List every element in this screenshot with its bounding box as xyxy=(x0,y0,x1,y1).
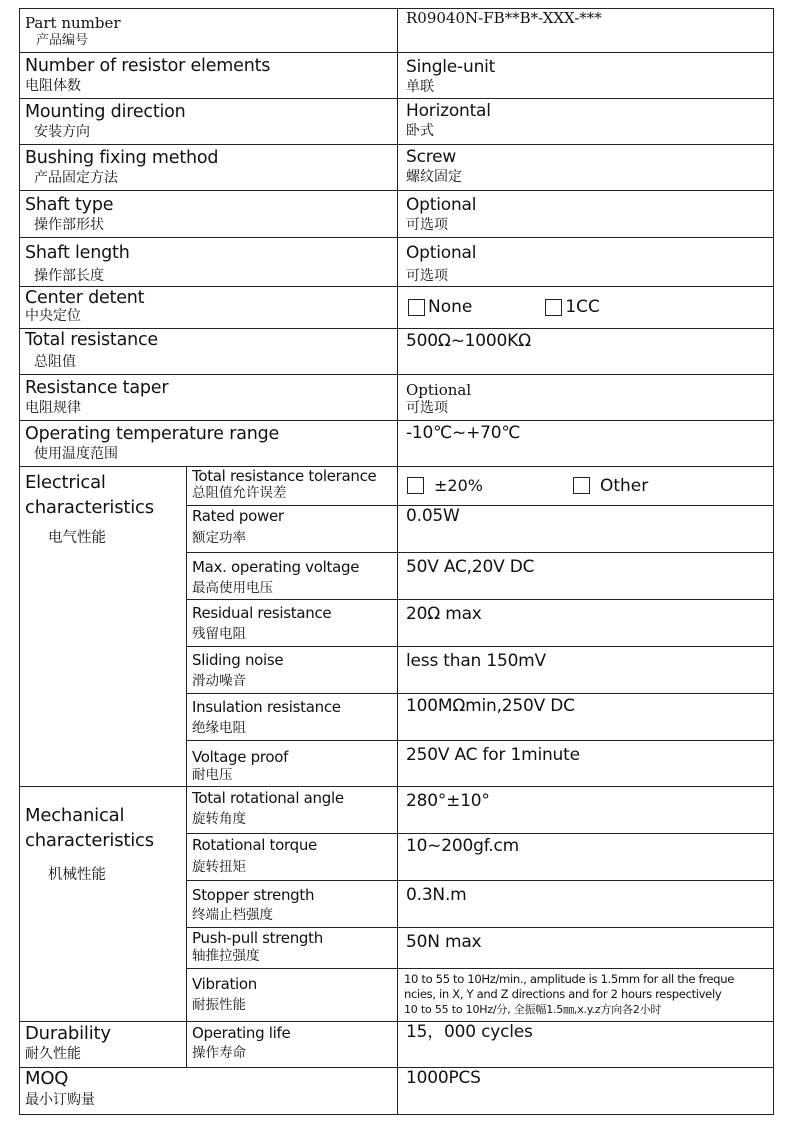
rated-power-value: 0.05W xyxy=(406,506,460,526)
shaft-length-value-zh: 可选项 xyxy=(406,268,448,284)
row-total-resistance xyxy=(20,329,774,375)
rated-power-label-en: Rated power xyxy=(192,507,284,525)
mounting-value-en: Horizontal xyxy=(406,101,491,121)
insulation-label-en: Insulation resistance xyxy=(192,698,341,716)
mechanical-group-en1: Mechanical xyxy=(25,805,125,826)
tolerance-20-label: ±20% xyxy=(434,475,483,495)
row-durability xyxy=(20,1022,774,1068)
rot-torque-label-en: Rotational torque xyxy=(192,836,317,854)
detent-none-option[interactable] xyxy=(408,297,472,317)
vibration-text-line2: ncies, in X, Y and Z directions and for 2 hours respectively xyxy=(404,987,722,1001)
max-voltage-label-en: Max. operating voltage xyxy=(192,558,360,576)
rot-angle-value: 280°±10° xyxy=(406,791,490,811)
row-part-number xyxy=(20,9,774,53)
mounting-label-zh: 安装方向 xyxy=(34,124,90,140)
shaft-length-label-en: Shaft length xyxy=(25,243,130,263)
shaft-type-label-zh: 操作部形状 xyxy=(34,217,104,233)
part-number-value: R09040N-FB**B*-XXX-*** xyxy=(406,9,602,27)
detent-none-checkbox[interactable] xyxy=(408,299,425,316)
shaft-type-value-en: Optional xyxy=(406,195,477,215)
moq-label-en: MOQ xyxy=(25,1068,69,1089)
electrical-group-zh: 电气性能 xyxy=(48,530,106,546)
voltage-proof-label-en: Voltage proof xyxy=(192,748,289,766)
bushing-label-en: Bushing fixing method xyxy=(25,148,219,168)
rot-angle-label-en: Total rotational angle xyxy=(192,789,344,807)
operating-life-label-zh: 操作寿命 xyxy=(192,1045,246,1061)
detent-none-label: None xyxy=(428,297,473,317)
elements-value-en: Single-unit xyxy=(406,57,496,77)
row-moq xyxy=(20,1068,774,1115)
mechanical-group-en2: characteristics xyxy=(25,830,154,851)
row-shaft-type xyxy=(20,191,774,238)
max-voltage-value: 50V AC,20V DC xyxy=(406,557,535,577)
row-bushing-fixing xyxy=(20,145,774,191)
elements-label-en: Number of resistor elements xyxy=(25,56,271,76)
total-resistance-value: 500Ω~1000KΩ xyxy=(406,331,531,351)
row-resistor-elements xyxy=(20,53,774,99)
detent-1cc-checkbox[interactable] xyxy=(545,299,562,316)
rot-angle-label-zh: 旋转角度 xyxy=(192,811,246,827)
temp-range-value: -10℃~+70℃ xyxy=(406,423,521,443)
voltage-proof-label-zh: 耐电压 xyxy=(192,767,233,783)
shaft-length-value-en: Optional xyxy=(406,243,477,263)
row-resistance-tolerance xyxy=(20,467,774,506)
residual-label-zh: 残留电阻 xyxy=(192,626,246,642)
temp-range-label-en: Operating temperature range xyxy=(25,424,280,444)
detent-1cc-label: 1CC xyxy=(565,297,600,317)
rated-power-label-zh: 额定功率 xyxy=(192,530,246,546)
moq-value: 1000PCS xyxy=(406,1068,481,1088)
row-shaft-length xyxy=(20,238,774,287)
detent-label-zh: 中央定位 xyxy=(25,308,81,324)
stopper-label-zh: 终端止档强度 xyxy=(192,907,273,923)
bushing-value-en: Screw xyxy=(406,147,457,167)
tolerance-20-option[interactable] xyxy=(407,476,483,496)
durability-group-zh: 耐久性能 xyxy=(25,1046,81,1062)
operating-life-label-en: Operating life xyxy=(192,1024,291,1042)
shaft-type-value-zh: 可选项 xyxy=(406,217,448,233)
row-mounting-direction xyxy=(20,99,774,145)
push-pull-label-en: Push-pull strength xyxy=(192,929,323,947)
spec-table xyxy=(19,8,774,1115)
shaft-type-label-en: Shaft type xyxy=(25,195,114,215)
detent-label-en: Center detent xyxy=(25,288,145,308)
rot-torque-label-zh: 旋转扭矩 xyxy=(192,859,246,875)
mounting-label-en: Mounting direction xyxy=(25,102,186,122)
max-voltage-label-zh: 最高使用电压 xyxy=(192,580,273,596)
stopper-value: 0.3N.m xyxy=(406,885,467,905)
residual-label-en: Residual resistance xyxy=(192,604,332,622)
row-resistance-taper xyxy=(20,375,774,421)
insulation-value: 100MΩmin,250V DC xyxy=(406,696,575,716)
shaft-length-label-zh: 操作部长度 xyxy=(34,268,104,284)
vibration-label-zh: 耐振性能 xyxy=(192,997,246,1013)
tolerance-other-checkbox[interactable] xyxy=(573,477,590,494)
durability-group-cell xyxy=(20,1022,187,1068)
part-number-label-en: Part number xyxy=(25,14,121,32)
electrical-group-en2: characteristics xyxy=(25,497,154,518)
operating-life-value: 15，000 cycles xyxy=(406,1022,533,1042)
residual-value: 20Ω max xyxy=(406,604,482,624)
bushing-label-zh: 产品固定方法 xyxy=(34,170,118,186)
row-center-detent xyxy=(20,287,774,329)
insulation-label-zh: 绝缘电阻 xyxy=(192,720,246,736)
elements-value-zh: 单联 xyxy=(406,79,434,95)
row-temperature-range xyxy=(20,421,774,467)
tolerance-label-en: Total resistance tolerance xyxy=(192,467,377,485)
mounting-value-zh: 卧式 xyxy=(406,123,434,139)
tolerance-other-label: Other xyxy=(599,475,649,496)
bushing-value-zh: 螺纹固定 xyxy=(406,169,462,185)
part-number-label-zh: 产品编号 xyxy=(36,33,89,48)
temp-range-label-zh: 使用温度范围 xyxy=(34,446,118,462)
push-pull-label-zh: 轴推拉强度 xyxy=(192,948,260,964)
rot-torque-value: 10~200gf.cm xyxy=(406,836,519,856)
row-rotational-angle xyxy=(20,787,774,834)
detent-1cc-option[interactable] xyxy=(545,297,600,317)
part-number-value-cell xyxy=(398,9,774,53)
taper-value-en: Optional xyxy=(406,381,472,399)
vibration-text-line3: 10 to 55 to 10Hz/分, 全振幅1.5㎜,x.y.z方向各2小时 xyxy=(404,1003,662,1016)
mechanical-group-zh: 机械性能 xyxy=(48,867,106,883)
voltage-proof-value: 250V AC for 1minute xyxy=(406,745,580,765)
tolerance-20-checkbox[interactable] xyxy=(407,477,424,494)
total-resistance-label-en: Total resistance xyxy=(25,330,158,350)
durability-group-en: Durability xyxy=(25,1023,111,1044)
stopper-label-en: Stopper strength xyxy=(192,886,315,904)
mechanical-group-cell xyxy=(20,787,187,1022)
elements-label-zh: 电阻体数 xyxy=(25,78,81,94)
vibration-text-line1: 10 to 55 to 10Hz/min., amplitude is 1.5mm for all the freque xyxy=(404,972,734,986)
vibration-label-en: Vibration xyxy=(192,975,258,993)
noise-label-en: Sliding noise xyxy=(192,651,284,669)
taper-label-zh: 电阻规律 xyxy=(25,400,81,416)
part-number-label-cell xyxy=(20,9,398,53)
noise-value: less than 150mV xyxy=(406,651,546,671)
moq-label-zh: 最小订购量 xyxy=(25,1092,95,1108)
noise-label-zh: 滑动噪音 xyxy=(192,673,246,689)
push-pull-value: 50N max xyxy=(406,932,482,952)
electrical-group-cell xyxy=(20,467,187,787)
taper-label-en: Resistance taper xyxy=(25,378,169,398)
taper-value-zh: 可选项 xyxy=(406,400,448,416)
tolerance-other-option[interactable] xyxy=(573,476,648,496)
total-resistance-label-zh: 总阻值 xyxy=(34,354,76,370)
tolerance-label-zh: 总阻值允许误差 xyxy=(192,485,287,501)
electrical-group-en1: Electrical xyxy=(25,472,106,493)
